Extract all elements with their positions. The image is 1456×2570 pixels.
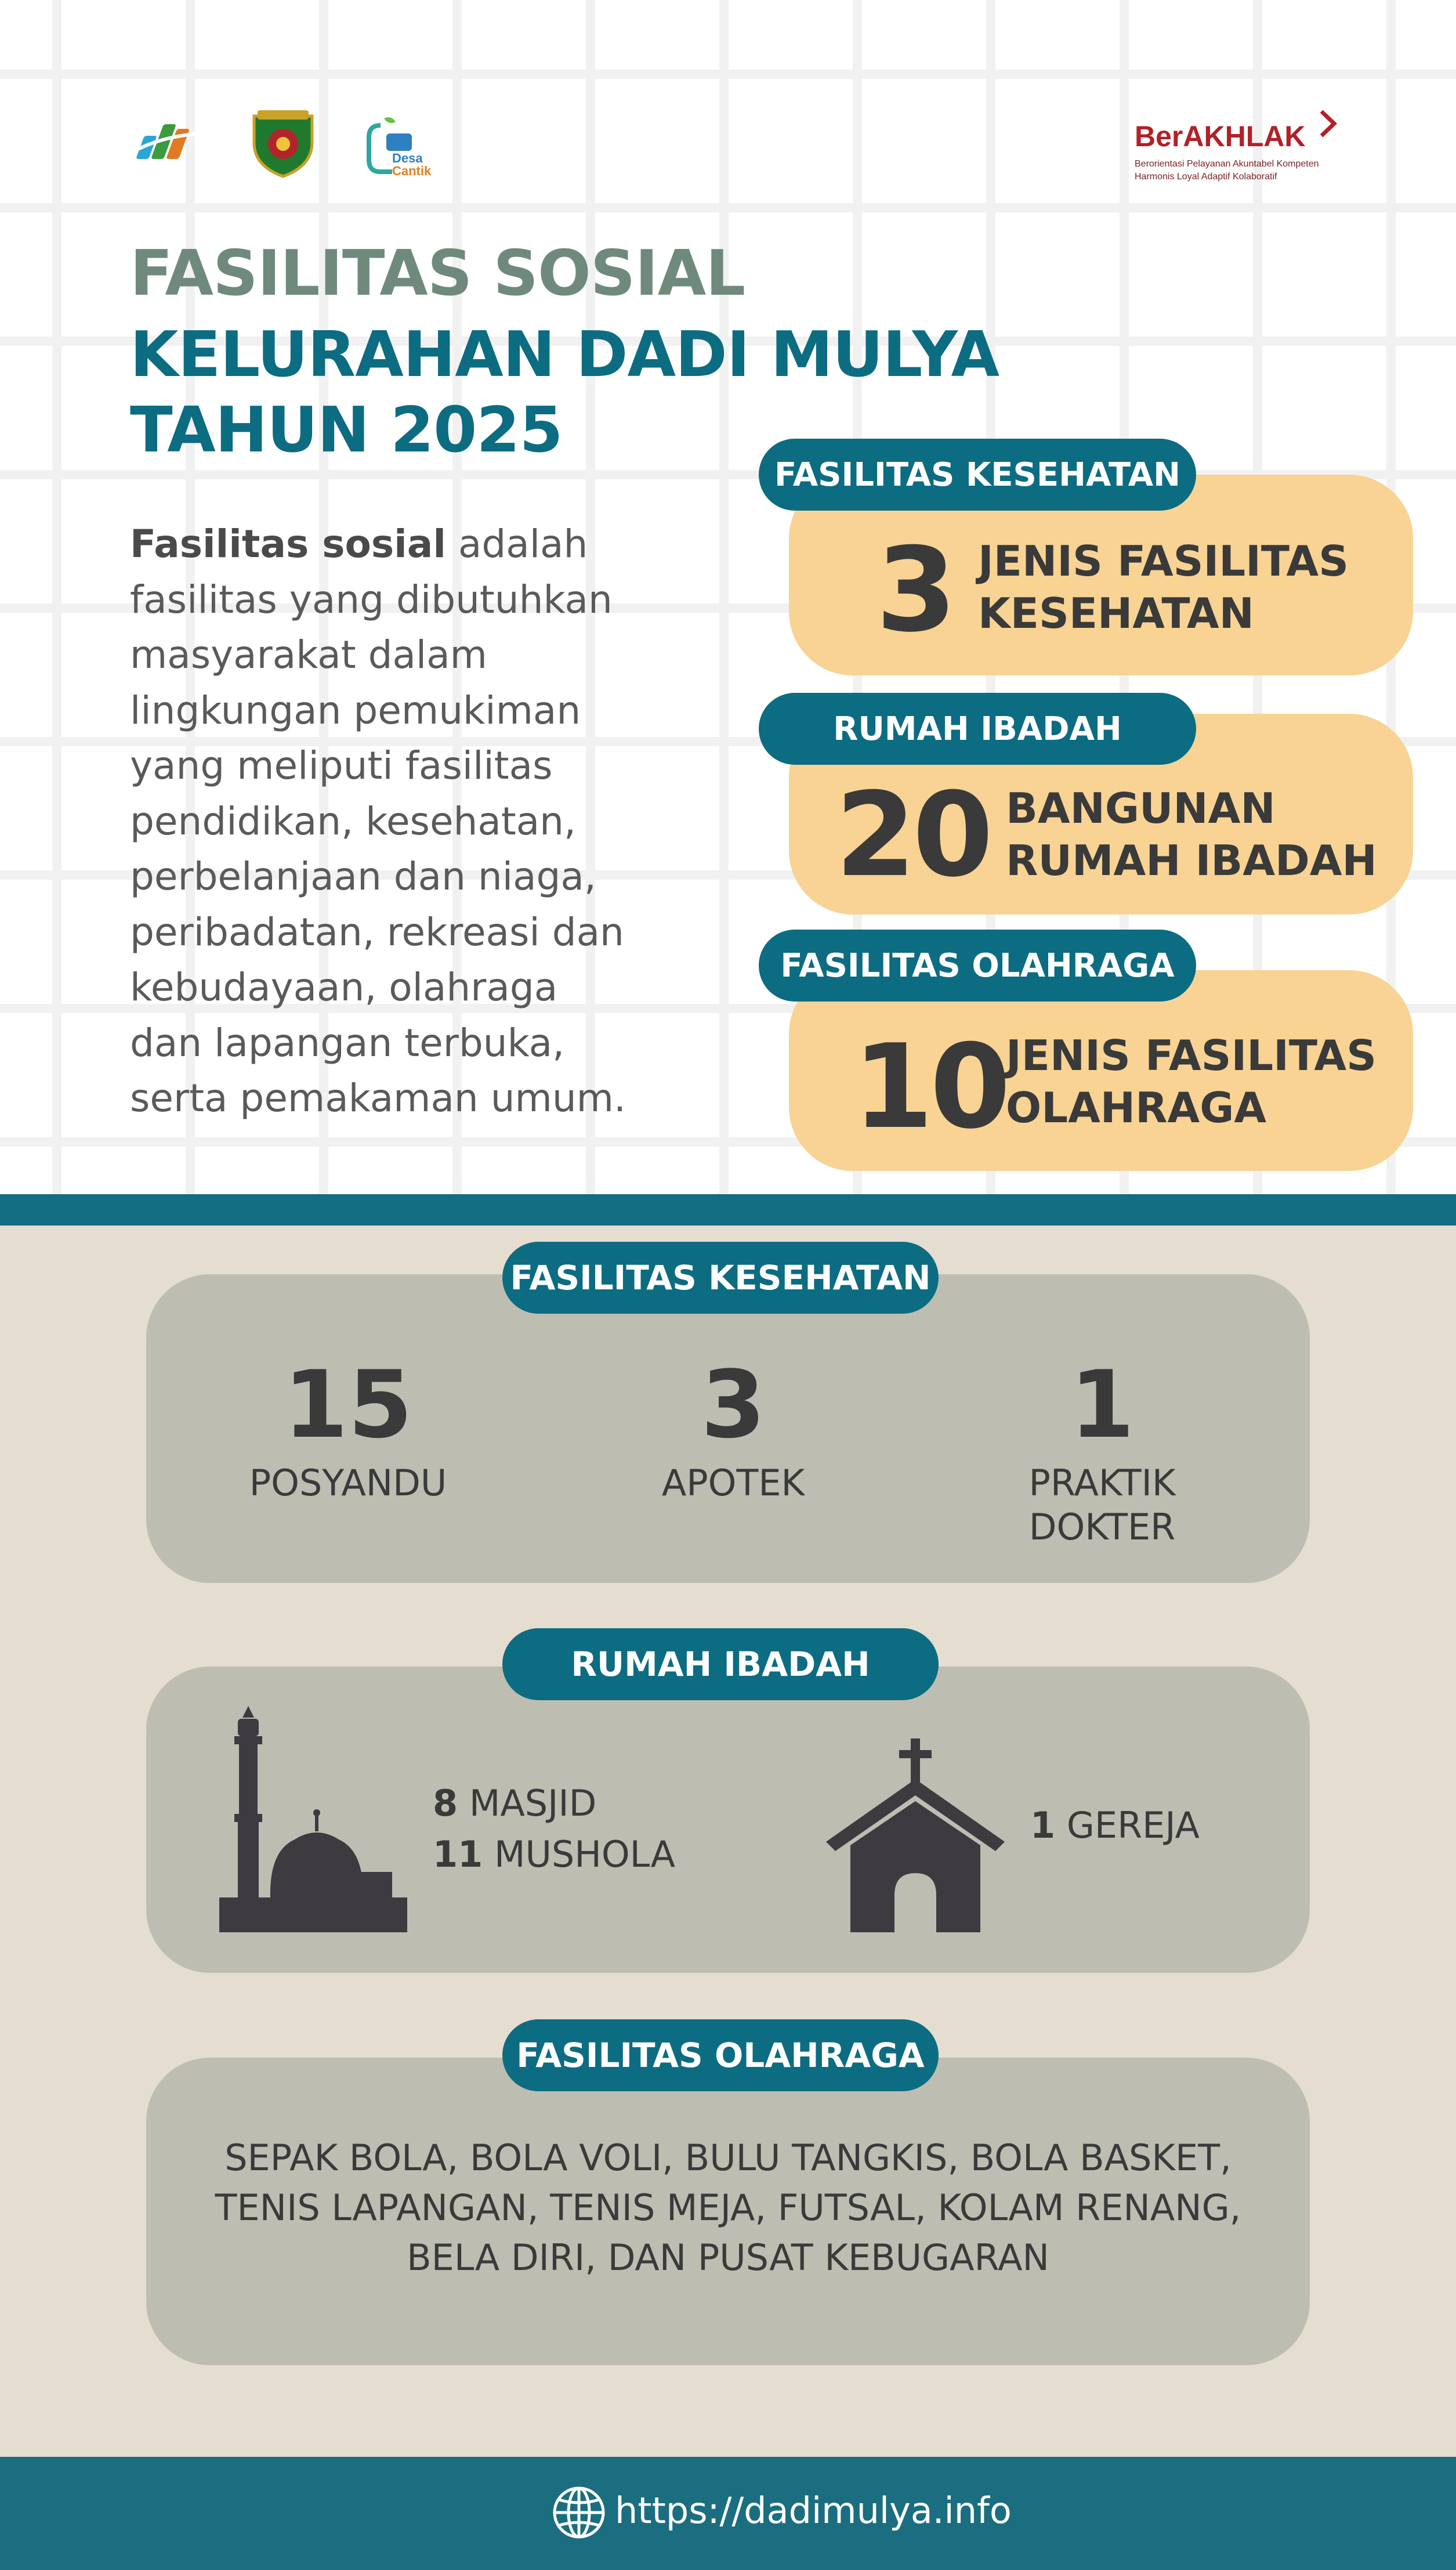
- description-line: kebudayaan, olahraga: [130, 965, 558, 1010]
- summary-label-health: FASILITAS KESEHATAN: [759, 439, 1196, 511]
- gereja-count: 1: [1030, 1804, 1056, 1846]
- apotek-count: 3: [701, 1350, 766, 1459]
- page-title-line-1: FASILITAS SOSIAL: [130, 237, 745, 310]
- website-link[interactable]: https://dadimulya.info: [615, 2489, 1012, 2532]
- summary-text-sports-1: JENIS FASILITAS: [1006, 1031, 1377, 1080]
- mushola-label: MUSHOLA: [483, 1833, 676, 1875]
- description-line: pendidikan, kesehatan,: [130, 798, 576, 844]
- description-line: perbelanjaan dan niaga,: [130, 854, 596, 899]
- masjid-label: MASJID: [458, 1782, 597, 1824]
- description-paragraph: [130, 516, 710, 1126]
- chevron-right-icon: [1318, 109, 1338, 138]
- description-line: lingkungan pemukiman: [130, 688, 581, 733]
- sports-detail-label: FASILITAS OLAHRAGA: [502, 2019, 939, 2091]
- worship-detail-label: RUMAH IBADAH: [502, 1628, 939, 1700]
- desa-cantik-logo: [357, 114, 433, 181]
- praktik-dokter-label-1: PRAKTIK: [1028, 1462, 1176, 1504]
- mosque-icon: [219, 1706, 407, 1932]
- description-line: masyarakat dalam: [130, 632, 487, 677]
- summary-label-worship: RUMAH IBADAH: [759, 693, 1196, 765]
- description-line: fasilitas yang dibutuhkan: [130, 577, 613, 622]
- mushola-count: 11: [433, 1833, 483, 1875]
- svg-text:Desa: Desa: [392, 151, 423, 165]
- kota-bengkulu-crest: [249, 108, 317, 179]
- summary-text-worship-1: BANGUNAN: [1006, 784, 1276, 833]
- sports-line-2: TENIS LAPANGAN, TENIS MEJA, FUTSAL, KOLAM RENANG,: [215, 2186, 1241, 2229]
- summary-text-worship-2: RUMAH IBADAH: [1006, 836, 1377, 885]
- bps-logo: [130, 111, 209, 174]
- description-line: yang meliputi fasilitas: [130, 743, 553, 788]
- page-title-line-3: TAHUN 2025: [130, 394, 563, 467]
- masjid-count: 8: [433, 1782, 458, 1824]
- health-detail-label: FASILITAS KESEHATAN: [502, 1242, 939, 1314]
- globe-icon: [551, 2485, 607, 2540]
- posyandu-count: 15: [283, 1350, 413, 1459]
- description-bold: Fasilitas sosial: [130, 522, 446, 566]
- church-icon: [826, 1738, 1005, 1932]
- description-line: dan lapangan terbuka,: [130, 1020, 565, 1065]
- berakhlak-tagline-2: Harmonis Loyal Adaptif Kolaboratif: [1135, 172, 1277, 182]
- section-divider: [0, 1194, 1456, 1226]
- praktik-dokter-count: 1: [1070, 1350, 1135, 1459]
- page-title-line-2: KELURAHAN DADI MULYA: [130, 319, 999, 391]
- summary-value-sports: 10: [853, 1020, 1008, 1155]
- berakhlak-tagline-1: Berorientasi Pelayanan Akuntabel Kompeten: [1135, 159, 1319, 169]
- description-line: serta pemakaman umum.: [130, 1076, 626, 1120]
- sports-line-3: BELA DIRI, DAN PUSAT KEBUGARAN: [407, 2236, 1049, 2279]
- berakhlak-logo: [1135, 106, 1343, 187]
- description-line: peribadatan, rekreasi dan: [130, 909, 624, 955]
- description-line: adalah: [446, 522, 588, 566]
- summary-value-worship: 20: [835, 768, 990, 903]
- masjid-text: [433, 1778, 596, 1829]
- mushola-text: [433, 1829, 675, 1880]
- posyandu-label: POSYANDU: [249, 1462, 447, 1504]
- gereja-text: [1030, 1800, 1200, 1851]
- svg-text:Cantik: Cantik: [392, 164, 432, 178]
- sports-line-1: SEPAK BOLA, BOLA VOLI, BULU TANGKIS, BOLA BASKET,: [224, 2137, 1232, 2179]
- apotek-label: APOTEK: [661, 1462, 805, 1504]
- gereja-label: GEREJA: [1055, 1804, 1200, 1846]
- summary-text-health-2: KESEHATAN: [978, 589, 1254, 638]
- summary-text-health-1: JENIS FASILITAS: [978, 537, 1349, 585]
- summary-text-sports-2: OLAHRAGA: [1006, 1083, 1267, 1132]
- summary-label-sports: FASILITAS OLAHRAGA: [759, 930, 1196, 1002]
- berakhlak-name: BerAKHLAK: [1135, 120, 1306, 153]
- praktik-dokter-label-2: DOKTER: [1028, 1506, 1176, 1548]
- summary-value-health: 3: [876, 523, 954, 658]
